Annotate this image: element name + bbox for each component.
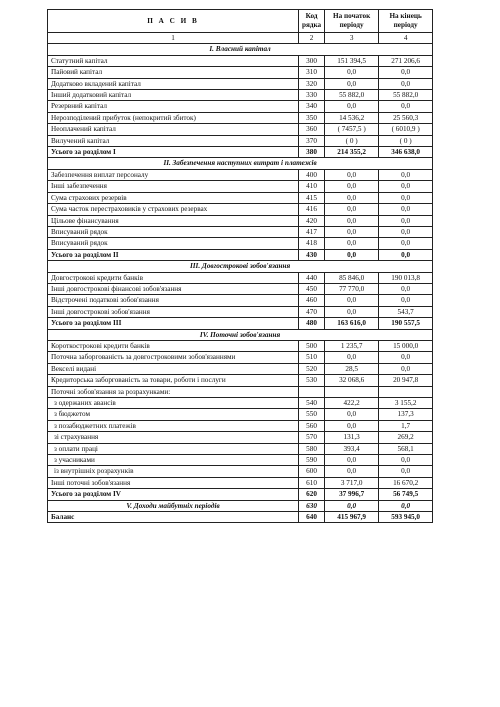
value-start: 3 717,0 xyxy=(325,477,379,488)
row-code: 418 xyxy=(299,238,325,249)
row-label: Нерозподілений прибуток (непокритий збиток) xyxy=(48,112,299,123)
row-label: Усього за розділом II xyxy=(48,249,299,260)
table-row xyxy=(48,192,433,203)
row-code: 640 xyxy=(299,512,325,523)
row-code: 630 xyxy=(299,500,325,511)
value-end: 271 206,6 xyxy=(379,55,433,66)
row-label: Інший додатковий капітал xyxy=(48,90,299,101)
row-code: 420 xyxy=(299,215,325,226)
section-title: I. Власний капітал xyxy=(48,44,433,55)
row-code: 480 xyxy=(299,318,325,329)
row-label: із внутрішніх розрахунків xyxy=(48,466,299,477)
value-end: 0,0 xyxy=(379,363,433,374)
row-label: Сума страхових резервів xyxy=(48,192,299,203)
row-code: 440 xyxy=(299,272,325,283)
table-row xyxy=(48,78,433,89)
value-end: 0,0 xyxy=(379,67,433,78)
column-number: 4 xyxy=(379,33,433,44)
table-row xyxy=(48,272,433,283)
section-title: III. Довгострокові зобов'язання xyxy=(48,261,433,272)
value-end: 15 000,0 xyxy=(379,340,433,351)
row-label: Короткострокові кредити банків xyxy=(48,340,299,351)
table-row xyxy=(48,215,433,226)
row-code: 380 xyxy=(299,147,325,158)
total-row xyxy=(48,249,433,260)
row-code: 310 xyxy=(299,67,325,78)
row-code: 590 xyxy=(299,455,325,466)
value-end: 0,0 xyxy=(379,204,433,215)
value-end: 0,0 xyxy=(379,500,433,511)
value-start: 0,0 xyxy=(325,295,379,306)
value-start: 0,0 xyxy=(325,204,379,215)
value-end: 25 560,3 xyxy=(379,112,433,123)
row-label: Усього за розділом III xyxy=(48,318,299,329)
row-label: V. Доходи майбутніх періодів xyxy=(48,500,299,511)
value-start: 151 394,5 xyxy=(325,55,379,66)
row-label: Інші довгострокові фінансові зобов'язання xyxy=(48,283,299,294)
row-label: Пайовий капітал xyxy=(48,67,299,78)
table-row xyxy=(48,55,433,66)
section-header-row xyxy=(48,261,433,272)
total-row xyxy=(48,147,433,158)
value-start: 0,0 xyxy=(325,67,379,78)
row-code: 416 xyxy=(299,204,325,215)
row-code: 570 xyxy=(299,432,325,443)
table-row xyxy=(48,181,433,192)
table-row xyxy=(48,363,433,374)
value-end: 0,0 xyxy=(379,352,433,363)
total-row xyxy=(48,512,433,523)
row-label: з одержаних авансів xyxy=(48,398,299,409)
row-label: Довгострокові кредити банків xyxy=(48,272,299,283)
value-start: ( 7457,5 ) xyxy=(325,124,379,135)
row-code: 300 xyxy=(299,55,325,66)
table-row xyxy=(48,101,433,112)
row-label: з учасниками xyxy=(48,455,299,466)
table-row xyxy=(48,477,433,488)
value-end: 56 749,5 xyxy=(379,489,433,500)
row-label: Інші поточні зобов'язання xyxy=(48,477,299,488)
value-start xyxy=(325,386,379,397)
row-code: 400 xyxy=(299,169,325,180)
value-start: 0,0 xyxy=(325,226,379,237)
value-end: 0,0 xyxy=(379,192,433,203)
total-row xyxy=(48,318,433,329)
value-start: 55 882,0 xyxy=(325,90,379,101)
header-name: П А С И В xyxy=(48,10,299,33)
value-start: 422,2 xyxy=(325,398,379,409)
table-row xyxy=(48,466,433,477)
table-header xyxy=(48,10,433,33)
value-start: 0,0 xyxy=(325,466,379,477)
header-code: Код рядка xyxy=(299,10,325,33)
table-row xyxy=(48,295,433,306)
row-label: Неоплачений капітал xyxy=(48,124,299,135)
row-label: Усього за розділом I xyxy=(48,147,299,158)
table-row xyxy=(48,455,433,466)
table-row xyxy=(48,386,433,397)
value-end: 137,3 xyxy=(379,409,433,420)
row-label: з бюджетом xyxy=(48,409,299,420)
header-start: На початок періоду xyxy=(325,10,379,33)
value-end: 0,0 xyxy=(379,78,433,89)
column-number: 3 xyxy=(325,33,379,44)
value-start: 0,0 xyxy=(325,306,379,317)
table-row xyxy=(48,352,433,363)
value-start: 1 235,7 xyxy=(325,340,379,351)
column-number-row xyxy=(48,33,433,44)
value-start: 32 068,6 xyxy=(325,375,379,386)
table-row xyxy=(48,112,433,123)
value-start: 0,0 xyxy=(325,181,379,192)
row-code: 500 xyxy=(299,340,325,351)
value-start: 415 967,9 xyxy=(325,512,379,523)
value-start: 85 846,0 xyxy=(325,272,379,283)
value-end: 0,0 xyxy=(379,101,433,112)
value-end: 0,0 xyxy=(379,215,433,226)
row-label: Поточні зобов'язання за розрахунками: xyxy=(48,386,299,397)
row-code: 350 xyxy=(299,112,325,123)
row-label: Додатково вкладений капітал xyxy=(48,78,299,89)
row-code: 330 xyxy=(299,90,325,101)
header-end: На кінець періоду xyxy=(379,10,433,33)
row-label: Цільове фінансування xyxy=(48,215,299,226)
row-code xyxy=(299,386,325,397)
value-start: 393,4 xyxy=(325,443,379,454)
value-end: 16 670,2 xyxy=(379,477,433,488)
table-row xyxy=(48,443,433,454)
table-row xyxy=(48,283,433,294)
row-label: Забезпечення виплат персоналу xyxy=(48,169,299,180)
table-row xyxy=(48,135,433,146)
section-header-row xyxy=(48,158,433,169)
value-end: 0,0 xyxy=(379,181,433,192)
row-code: 360 xyxy=(299,124,325,135)
value-end: 0,0 xyxy=(379,283,433,294)
row-code: 430 xyxy=(299,249,325,260)
value-start: 0,0 xyxy=(325,249,379,260)
table-row xyxy=(48,67,433,78)
value-start: 163 616,0 xyxy=(325,318,379,329)
table-row xyxy=(48,238,433,249)
value-start: 0,0 xyxy=(325,455,379,466)
value-start: 214 355,2 xyxy=(325,147,379,158)
row-label: Вписуваний рядок xyxy=(48,238,299,249)
row-code: 340 xyxy=(299,101,325,112)
value-start: 77 770,0 xyxy=(325,283,379,294)
value-end: 190 557,5 xyxy=(379,318,433,329)
table-row xyxy=(48,398,433,409)
value-start: 0,0 xyxy=(325,238,379,249)
value-start: 37 996,7 xyxy=(325,489,379,500)
row-code: 560 xyxy=(299,420,325,431)
section-header-row xyxy=(48,44,433,55)
row-code: 370 xyxy=(299,135,325,146)
value-start: 14 536,2 xyxy=(325,112,379,123)
row-label: з позабюджетних платежів xyxy=(48,420,299,431)
value-start: 0,0 xyxy=(325,169,379,180)
row-code: 320 xyxy=(299,78,325,89)
section-title: II. Забезпечення наступних витрат і платежів xyxy=(48,158,433,169)
table-body xyxy=(48,33,433,523)
row-label: Усього за розділом IV xyxy=(48,489,299,500)
row-label: Інші довгострокові зобов'язання xyxy=(48,306,299,317)
row-label: Резервний капітал xyxy=(48,101,299,112)
table-row xyxy=(48,375,433,386)
row-label: Статутний капітал xyxy=(48,55,299,66)
value-start: 131,3 xyxy=(325,432,379,443)
table-row xyxy=(48,169,433,180)
value-end: 0,0 xyxy=(379,295,433,306)
row-label: з оплати праці xyxy=(48,443,299,454)
value-end: ( 0 ) xyxy=(379,135,433,146)
row-label: Інші забезпечення xyxy=(48,181,299,192)
value-end: 0,0 xyxy=(379,455,433,466)
table-row xyxy=(48,226,433,237)
row-label: Вилучений капітал xyxy=(48,135,299,146)
value-start: 0,0 xyxy=(325,352,379,363)
value-end: 543,7 xyxy=(379,306,433,317)
row-code: 470 xyxy=(299,306,325,317)
table-row xyxy=(48,420,433,431)
value-end: 55 882,0 xyxy=(379,90,433,101)
table-row xyxy=(48,409,433,420)
table-row xyxy=(48,306,433,317)
table-row xyxy=(48,204,433,215)
value-start: 0,0 xyxy=(325,101,379,112)
column-number: 2 xyxy=(299,33,325,44)
value-end: 0,0 xyxy=(379,169,433,180)
row-code: 530 xyxy=(299,375,325,386)
value-end: 20 947,8 xyxy=(379,375,433,386)
value-start: 28,5 xyxy=(325,363,379,374)
row-code: 620 xyxy=(299,489,325,500)
value-end: 346 638,0 xyxy=(379,147,433,158)
value-start: 0,0 xyxy=(325,78,379,89)
row-label: зі страхування xyxy=(48,432,299,443)
value-end: 0,0 xyxy=(379,249,433,260)
section-header-row xyxy=(48,329,433,340)
table-row xyxy=(48,124,433,135)
row-code: 410 xyxy=(299,181,325,192)
value-end: 269,2 xyxy=(379,432,433,443)
row-label: Сума часток перестраховиків у страхових резервах xyxy=(48,204,299,215)
value-start: 0,0 xyxy=(325,192,379,203)
value-end xyxy=(379,386,433,397)
balance-sheet-liabilities-table xyxy=(47,9,433,523)
row-code: 415 xyxy=(299,192,325,203)
row-label: Поточна заборгованість за довгостроковими зобов'язаннями xyxy=(48,352,299,363)
row-label: Відстрочені податкові зобов'язання xyxy=(48,295,299,306)
row-code: 610 xyxy=(299,477,325,488)
row-code: 417 xyxy=(299,226,325,237)
value-end: 1,7 xyxy=(379,420,433,431)
value-end: 593 945,0 xyxy=(379,512,433,523)
row-label: Вписуваний рядок xyxy=(48,226,299,237)
value-end: 190 013,8 xyxy=(379,272,433,283)
row-label: Кредиторська заборгованість за товари, роботи і послуги xyxy=(48,375,299,386)
value-start: ( 0 ) xyxy=(325,135,379,146)
total-row xyxy=(48,489,433,500)
table-row xyxy=(48,340,433,351)
row-code: 520 xyxy=(299,363,325,374)
value-start: 0,0 xyxy=(325,215,379,226)
row-code: 540 xyxy=(299,398,325,409)
row-code: 460 xyxy=(299,295,325,306)
row-code: 510 xyxy=(299,352,325,363)
value-end: 0,0 xyxy=(379,238,433,249)
value-end: 3 155,2 xyxy=(379,398,433,409)
section-header-row xyxy=(48,500,433,511)
row-code: 600 xyxy=(299,466,325,477)
column-number: 1 xyxy=(48,33,299,44)
value-end: ( 6010,9 ) xyxy=(379,124,433,135)
row-label: Баланс xyxy=(48,512,299,523)
table-row xyxy=(48,90,433,101)
value-end: 0,0 xyxy=(379,226,433,237)
row-code: 550 xyxy=(299,409,325,420)
value-start: 0,0 xyxy=(325,500,379,511)
value-start: 0,0 xyxy=(325,420,379,431)
value-start: 0,0 xyxy=(325,409,379,420)
table-row xyxy=(48,432,433,443)
value-end: 568,1 xyxy=(379,443,433,454)
row-code: 580 xyxy=(299,443,325,454)
value-end: 0,0 xyxy=(379,466,433,477)
row-code: 450 xyxy=(299,283,325,294)
section-title: IV. Поточні зобов'язання xyxy=(48,329,433,340)
row-label: Векселі видані xyxy=(48,363,299,374)
